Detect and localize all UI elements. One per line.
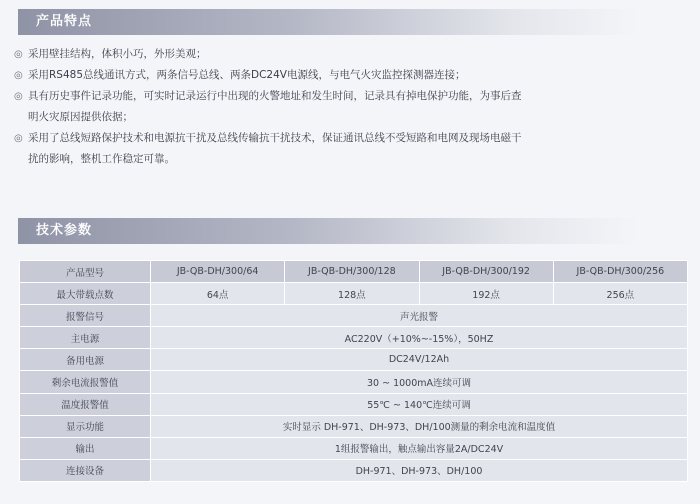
feature-text: 明火灾原因提供依据；	[28, 111, 133, 123]
row-value: 声光报警	[151, 305, 688, 327]
model-cell: JB-QB-DH/300/192	[419, 261, 553, 283]
table-row	[20, 393, 688, 415]
table-row	[20, 283, 688, 305]
table-row	[20, 459, 688, 481]
row-label: 备用电源	[20, 349, 151, 371]
row-label: 输出	[20, 437, 151, 459]
table-row	[20, 327, 688, 349]
row-label: 连接设备	[20, 459, 151, 481]
table-row	[20, 349, 688, 371]
bullet-icon: ◎	[14, 91, 23, 102]
feature-text: 采用壁挂结构，体积小巧，外形美观；	[28, 48, 207, 60]
row-value: AC220V（+10%~-15%），50HZ	[151, 327, 688, 349]
capacity-cell: 192点	[419, 283, 553, 305]
section-header-features	[18, 9, 638, 35]
feature-item	[12, 44, 692, 65]
table-row	[20, 305, 688, 327]
row-label: 报警信号	[20, 305, 151, 327]
features-list	[12, 44, 692, 170]
row-value: 30 ~ 1000mA连续可调	[151, 371, 688, 393]
model-cell: JB-QB-DH/300/128	[285, 261, 419, 283]
row-label: 最大带载点数	[20, 283, 151, 305]
table-row	[20, 415, 688, 437]
feature-text: 扰的影响，整机工作稳定可靠。	[28, 153, 175, 165]
row-label: 主电源	[20, 327, 151, 349]
bullet-icon: ◎	[14, 49, 23, 60]
row-value: 55℃ ~ 140℃连续可调	[151, 393, 688, 415]
spec-table	[19, 260, 688, 482]
capacity-cell: 256点	[553, 283, 687, 305]
feature-item	[12, 65, 692, 86]
section-header-specs	[18, 218, 638, 244]
table-row	[20, 371, 688, 393]
table-row	[20, 437, 688, 459]
model-label: 产品型号	[20, 261, 151, 283]
model-cell: JB-QB-DH/300/64	[151, 261, 285, 283]
row-value: 实时显示 DH-971、DH-973、DH/100测量的剩余电流和温度值	[151, 415, 688, 437]
row-label: 剩余电流报警值	[20, 371, 151, 393]
section-title-specs: 技术参数	[36, 223, 93, 238]
model-cell: JB-QB-DH/300/256	[553, 261, 687, 283]
row-label: 温度报警值	[20, 393, 151, 415]
bullet-icon: ◎	[14, 133, 23, 144]
feature-item	[12, 86, 692, 107]
feature-text: 具有历史事件记录功能，可实时记录运行中出现的火警地址和发生时间，记录具有掉电保护功能，为事后查	[28, 90, 522, 102]
row-value: DC24V/12Ah	[151, 349, 688, 371]
capacity-cell: 64点	[151, 283, 285, 305]
row-value: DH-971、DH-973、DH/100	[151, 459, 688, 481]
feature-text: 采用RS485总线通讯方式，两条信号总线、两条DC24V电源线，与电气火灾监控探测器连接；	[28, 69, 466, 81]
bullet-icon: ◎	[14, 70, 23, 81]
feature-item-continuation	[12, 149, 692, 170]
feature-item	[12, 128, 692, 149]
row-value: 1组报警输出，触点输出容量2A/DC24V	[151, 437, 688, 459]
row-label: 显示功能	[20, 415, 151, 437]
section-title-features: 产品特点	[36, 14, 93, 29]
feature-text: 采用了总线短路保护技术和电源抗干扰及总线传输抗干扰技术，保证通讯总线不受短路和电网及现场电磁干	[28, 132, 522, 144]
feature-item-continuation	[12, 107, 692, 128]
table-header-row	[20, 261, 688, 283]
capacity-cell: 128点	[285, 283, 419, 305]
